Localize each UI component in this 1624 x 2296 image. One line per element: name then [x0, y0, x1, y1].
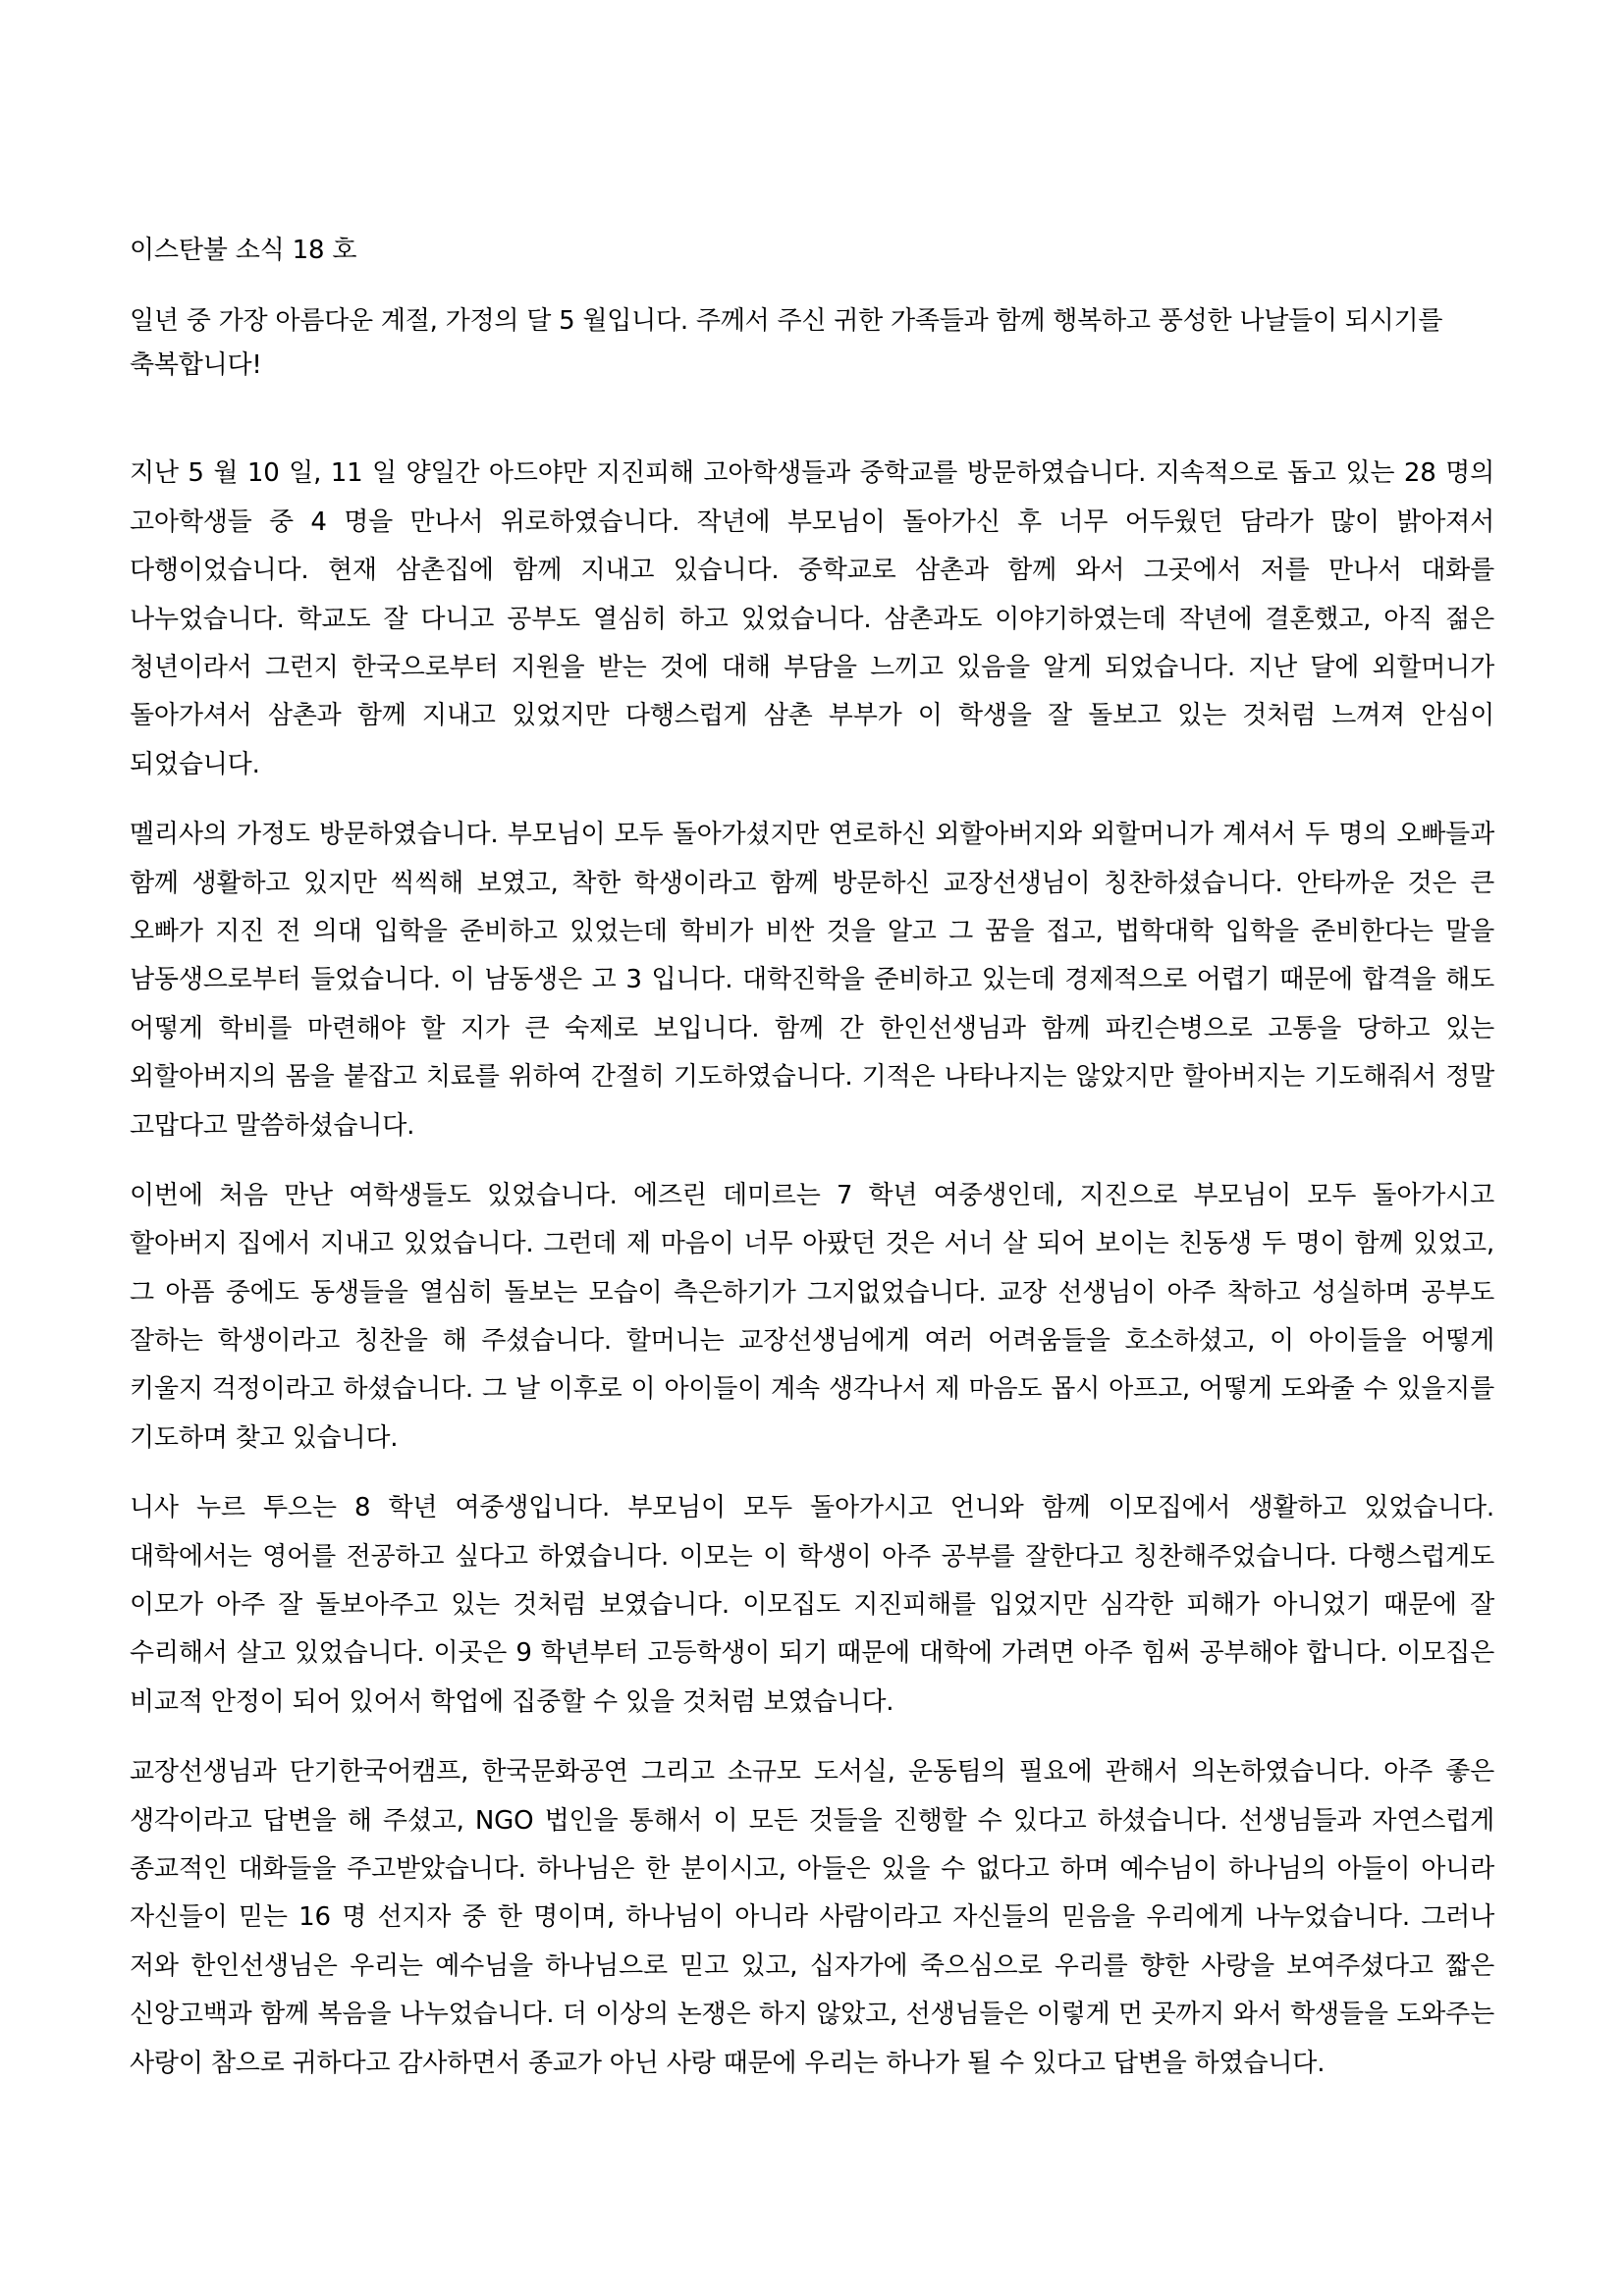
body-paragraph-4: 니사 누르 투으는 8 학년 여중생입니다. 부모님이 모두 돌아가시고 언니와 함께 이모집에서 생활하고 있었습니다. 대학에서는 영어를 전공하고 싶다고 하였습니다. 이모는 이 학생이 아주 공부를 잘한다고 칭찬해주었습니다. 다행스럽게도 이모가 아주 잘 돌보아주고 있는 것처럼 보였습니다. 이모집도 지진피해를 입었지만 심각한 피해가 아니었기 때문에 잘 수리해서 살고 있었습니다. 이곳은 9 학년부터 고등학생이 되기 때문에 대학에 가려면 아주 힘써 공부해야 합니다. 이모집은 비교적 안정이 되어 있어서 학업에 집중할 수 있을 것처럼 보였습니다. [130, 1493, 1494, 1717]
body-paragraph-5: 교장선생님과 단기한국어캠프, 한국문화공연 그리고 소규모 도서실, 운동팀의 필요에 관해서 의논하였습니다. 아주 좋은 생각이라고 답변을 해 주셨고, NGO 법인을 통해서 이 모든 것들을 진행할 수 있다고 하셨습니다. 선생님들과 자연스럽게 종교적인 대화들을 주고받았습니다. 하나님은 한 분이시고, 아들은 있을 수 없다고 하며 예수님이 하나님의 아들이 아니라 자신들이 믿는 16 명 선지자 중 한 명이며, 하나님이 아니라 사람이라고 자신들의 믿음을 우리에게 나누었습니다. 그러나 저와 한인선생님은 우리는 예수님을 하나님으로 믿고 있고, 십자가에 죽으심으로 우리를 향한 사랑을 보여주셨다고 짧은 신앙고백과 함께 복음을 나누었습니다. 더 이상의 논쟁은 하지 않았고, 선생님들은 이렇게 먼 곳까지 와서 학생들을 도와주는 사랑이 참으로 귀하다고 감사하면서 종교가 아닌 사랑 때문에 우리는 하나가 될 수 있다고 답변을 하였습니다. [130, 1757, 1494, 2078]
body-paragraph-1: 지난 5 월 10 일, 11 일 양일간 아드야만 지진피해 고아학생들과 중학교를 방문하였습니다. 지속적으로 돕고 있는 28 명의 고아학생들 중 4 명을 만나서 위로하였습니다. 작년에 부모님이 돌아가신 후 너무 어두웠던 담라가 많이 밝아져서 다행이었습니다. 현재 삼촌집에 함께 지내고 있습니다. 중학교로 삼촌과 함께 와서 그곳에서 저를 만나서 대화를 나누었습니다. 학교도 잘 다니고 공부도 열심히 하고 있었습니다. 삼촌과도 이야기하였는데 작년에 결혼했고, 아직 젊은 청년이라서 그런지 한국으로부터 지원을 받는 것에 대해 부담을 느끼고 있음을 알게 되었습니다. 지난 달에 외할머니가 돌아가셔서 삼촌과 함께 지내고 있었지만 다행스럽게 삼촌 부부가 이 학생을 잘 돌보고 있는 것처럼 느껴져 안심이 되었습니다. [130, 458, 1494, 779]
intro-paragraph: 일년 중 가장 아름다운 계절, 가정의 달 5 월입니다. 주께서 주신 귀한 가족들과 함께 행복하고 풍성한 나날들이 되시기를 축복합니다! [130, 306, 1443, 380]
document-title: 이스탄불 소식 18 호 [130, 236, 357, 265]
body-paragraph-3: 이번에 처음 만난 여학생들도 있었습니다. 에즈린 데미르는 7 학년 여중생인데, 지진으로 부모님이 모두 돌아가시고 할아버지 집에서 지내고 있었습니다. 그런데 제 마음이 너무 아팠던 것은 서너 살 되어 보이는 친동생 두 명이 함께 있었고, 그 아픔 중에도 동생들을 열심히 돌보는 모습이 측은하기가 그지없었습니다. 교장 선생님이 아주 착하고 성실하며 공부도 잘하는 학생이라고 칭찬을 해 주셨습니다. 할머니는 교장선생님에게 여러 어려움들을 호소하셨고, 이 아이들을 어떻게 키울지 걱정이라고 하셨습니다. 그 날 이후로 이 아이들이 계속 생각나서 제 마음도 몹시 아프고, 어떻게 도와줄 수 있을지를 기도하며 찾고 있습니다. [130, 1180, 1494, 1453]
document-body [130, 232, 1494, 2088]
body-paragraph-2: 멜리사의 가정도 방문하였습니다. 부모님이 모두 돌아가셨지만 연로하신 외할아버지와 외할머니가 계셔서 두 명의 오빠들과 함께 생활하고 있지만 씩씩해 보였고, 착한 학생이라고 함께 방문하신 교장선생님이 칭찬하셨습니다. 안타까운 것은 큰 오빠가 지진 전 의대 입학을 준비하고 있었는데 학비가 비싼 것을 알고 그 꿈을 접고, 법학대학 입학을 준비한다는 말을 남동생으로부터 들었습니다. 이 남동생은 고 3 입니다. 대학진학을 준비하고 있는데 경제적으로 어렵기 때문에 합격을 해도 어떻게 학비를 마련해야 할 지가 큰 숙제로 보입니다. 함께 간 한인선생님과 함께 파킨슨병으로 고통을 당하고 있는 외할아버지의 몸을 붙잡고 치료를 위하여 간절히 기도하였습니다. 기적은 나타나지는 않았지만 할아버지는 기도해줘서 정말 고맙다고 말씀하셨습니다. [130, 820, 1494, 1141]
